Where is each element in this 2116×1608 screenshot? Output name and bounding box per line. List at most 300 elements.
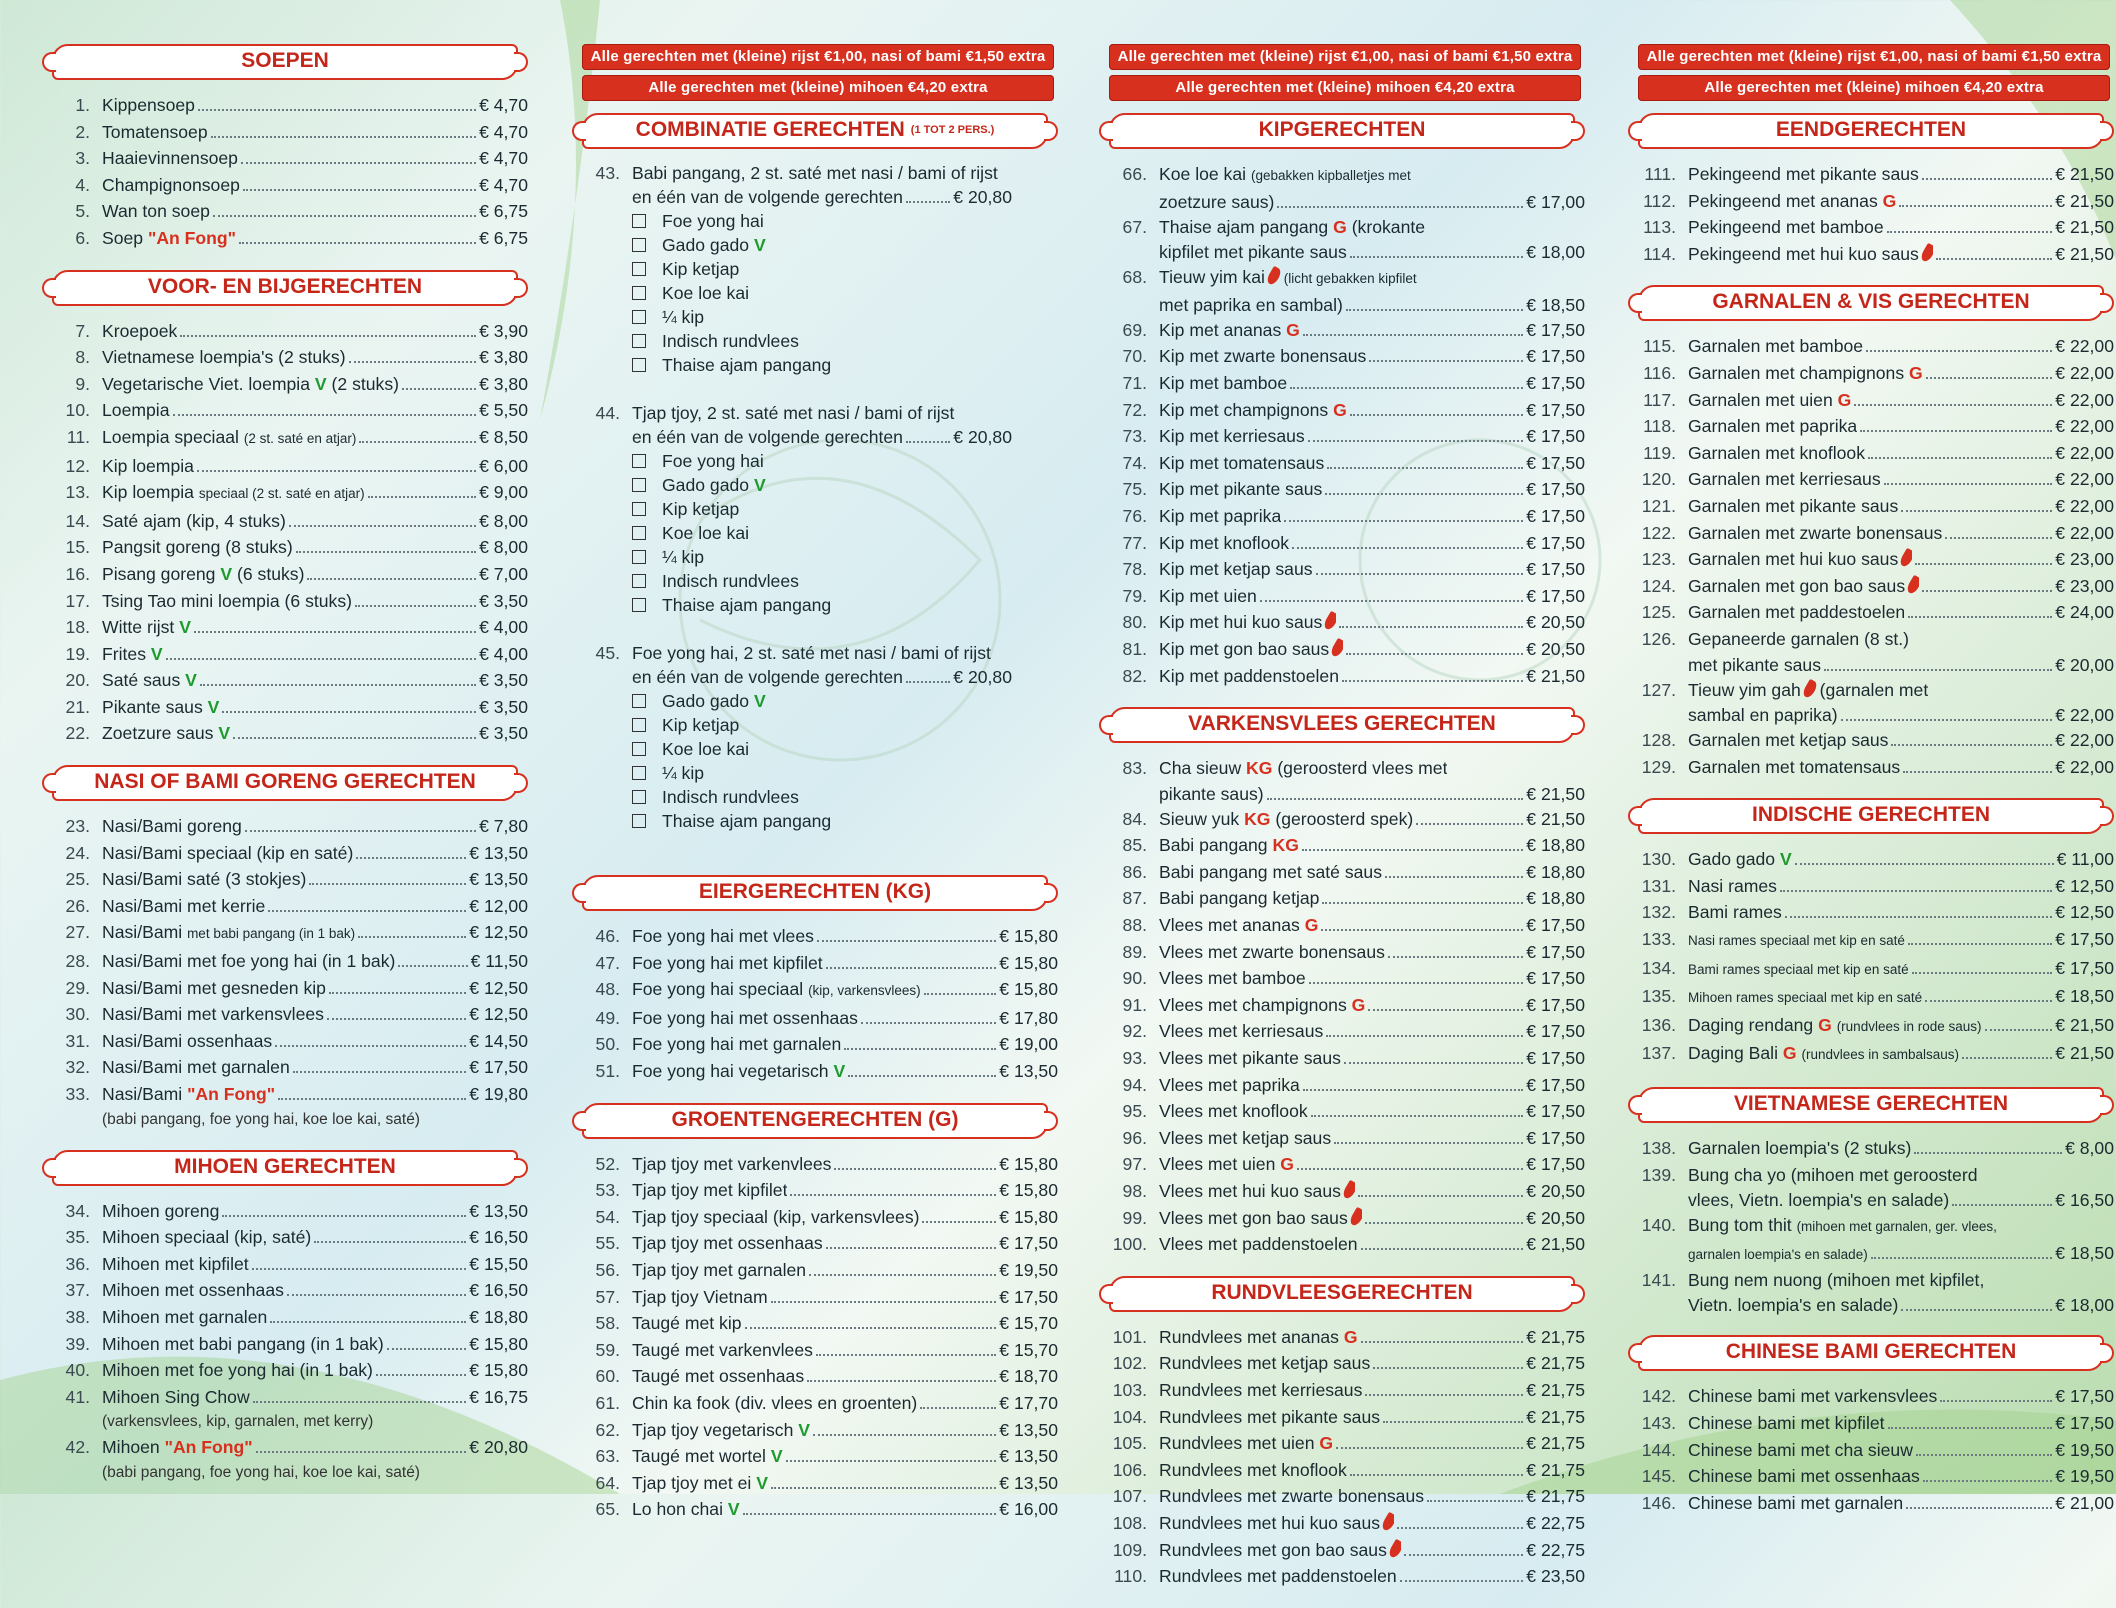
item-name: [1688, 466, 1881, 493]
item-name-text: Champignonsoep: [102, 174, 240, 195]
item-name-text: Foe yong hai met ossenhaas: [632, 1007, 858, 1028]
spicy-level-mark: G: [1304, 915, 1319, 936]
item-name-continued: zoetzure saus): [1159, 191, 1275, 212]
item-name-text: Kippensoep: [102, 95, 195, 115]
dot-leader: [1350, 414, 1524, 416]
item-name-text: Rundvlees met kerriesaus: [1159, 1379, 1363, 1400]
item-price: € 13,50: [469, 869, 528, 890]
dot-leader: [278, 1098, 466, 1100]
item-name-detail: (kip, varkensvlees): [808, 983, 921, 999]
section-title: [52, 1150, 518, 1186]
item-name-text: Rundvlees met hui kuo saus: [1159, 1512, 1381, 1533]
dot-leader: [809, 1274, 996, 1276]
dot-leader: [1358, 1195, 1523, 1197]
item-number: 136.: [1641, 1014, 1676, 1035]
item-price: € 17,50: [999, 1233, 1058, 1254]
item-number: 87.: [1122, 888, 1147, 909]
dot-leader: [1342, 680, 1523, 682]
item-number: 57.: [595, 1286, 620, 1307]
item-name: [102, 1304, 267, 1331]
item-name: [102, 225, 236, 252]
item-number: 101.: [1112, 1326, 1147, 1347]
item-name: [102, 1081, 275, 1108]
spacer: [578, 617, 1058, 641]
item-name-text: Vlees met zwarte bonensaus: [1159, 941, 1385, 962]
menu-item: [48, 1081, 528, 1108]
item-name-text: Mihoen speciaal (kip, saté): [102, 1227, 312, 1248]
item-price: € 4,70: [479, 95, 528, 115]
item-name-text: Rundvlees met ketjap saus: [1159, 1353, 1371, 1374]
item-price: € 17,50: [1526, 532, 1585, 553]
item-price: € 18,50: [2055, 1242, 2114, 1263]
item-name: [1159, 885, 1319, 912]
item-number: 27.: [65, 922, 90, 943]
dot-leader: [816, 1354, 996, 1356]
dot-leader: [1891, 744, 2052, 746]
item-number: 146.: [1641, 1492, 1676, 1513]
item-name-detail: (licht gebakken kipfilet: [1283, 271, 1417, 287]
item-number: 1.: [75, 95, 90, 115]
dot-leader: [1334, 1142, 1523, 1144]
item-price: € 19,50: [2055, 1466, 2114, 1487]
dot-leader: [349, 361, 476, 363]
vegetarian-mark: V: [756, 1472, 768, 1493]
item-number: 115.: [1643, 336, 1676, 357]
item-number: 113.: [1643, 217, 1676, 238]
dot-leader: [293, 1071, 467, 1073]
item-price: € 9,00: [479, 482, 528, 503]
dot-leader: [1400, 1580, 1524, 1582]
item-name: [102, 1001, 324, 1028]
item-price: € 17,50: [1526, 426, 1585, 447]
item-price: € 15,80: [999, 1153, 1058, 1174]
combo-option-label: ¼ kip: [662, 547, 705, 567]
menu-item-continued: [1634, 1241, 2114, 1267]
item-name-text: Rundvlees met ananas: [1159, 1326, 1339, 1347]
item-name-text: Mihoen met kipfilet: [102, 1253, 249, 1274]
menu-item: [1105, 1537, 1585, 1564]
item-name: [632, 1443, 783, 1470]
combo-option-label: Indisch rundvlees: [662, 787, 799, 807]
item-name-text: Bami rames: [1688, 902, 1782, 923]
item-name: [102, 453, 194, 480]
combo-option: [578, 449, 1058, 473]
item-name: [1688, 955, 1909, 984]
combo-option: [578, 737, 1058, 761]
item-name-text: Taugé met kip: [632, 1313, 742, 1334]
section-title: [52, 44, 518, 80]
item-name-text: Pekingeend met ananas: [1688, 190, 1878, 211]
item-price: € 17,50: [1526, 505, 1585, 526]
item-name: [102, 840, 353, 867]
dot-leader: [906, 201, 950, 203]
item-price: € 17,50: [2055, 1386, 2114, 1407]
spicy-level-mark: G: [1319, 1433, 1334, 1454]
spicy-level-mark: G: [1909, 362, 1923, 383]
combo-option-label: Indisch rundvlees: [662, 331, 799, 351]
chili-pepper-icon: [1898, 548, 1912, 569]
dot-leader: [275, 1045, 466, 1047]
menu-item: [48, 720, 528, 747]
item-price: € 12,50: [2055, 902, 2114, 923]
dot-leader: [355, 605, 476, 607]
menu-item: [1105, 663, 1585, 690]
dot-leader: [173, 414, 477, 416]
item-name: [1159, 832, 1299, 859]
menu-item-continued: [1105, 293, 1585, 317]
item-name-text: Kip met zwarte bonensaus: [1159, 346, 1367, 367]
item-name-text: Vlees met champignons: [1159, 994, 1347, 1015]
item-name-text: Pikante saus: [102, 696, 203, 717]
dot-leader: [256, 1451, 467, 1453]
menu-item: [1105, 832, 1585, 859]
item-number: 84.: [1122, 808, 1147, 829]
item-name-text: Vlees met gon bao saus: [1159, 1207, 1348, 1228]
item-name-text: Rundvlees met gon bao saus: [1159, 1539, 1387, 1560]
item-number: 78.: [1122, 559, 1147, 580]
item-name: [632, 1470, 768, 1497]
menu-item: [48, 1384, 528, 1411]
item-name: [1159, 1430, 1333, 1457]
section-title: [582, 113, 1048, 149]
item-name-continued: vlees, Vietn. loempia's en salade): [1688, 1190, 1950, 1211]
item-number: 102.: [1112, 1353, 1147, 1374]
item-number: 39.: [65, 1333, 90, 1354]
item-price: € 20,50: [1526, 612, 1585, 633]
combo-option: [578, 257, 1058, 281]
item-name: [1688, 1267, 1984, 1294]
item-price: € 17,50: [1526, 968, 1585, 989]
item-number: 4.: [75, 174, 90, 195]
spicy-level-mark: G: [1286, 319, 1300, 340]
item-name: [1159, 806, 1413, 833]
dot-leader: [1841, 719, 2053, 721]
item-name-text: Wan ton soep: [102, 201, 210, 222]
section-kipgerechten: [1105, 113, 1585, 689]
combo-option: [578, 281, 1058, 305]
kg-mark: KG: [1244, 808, 1271, 829]
item-name: [102, 813, 242, 840]
dot-leader: [1914, 1152, 2062, 1154]
menu-item: [48, 813, 528, 840]
item-number: 22.: [65, 723, 90, 744]
combo-option-label: Gado gado: [662, 691, 750, 711]
item-name: [632, 1284, 768, 1311]
menu-item: [48, 667, 528, 694]
item-number: 2.: [75, 121, 90, 142]
item-name: [102, 1224, 311, 1251]
item-name: [1159, 939, 1385, 966]
dot-leader: [786, 1460, 997, 1462]
item-name: [1159, 161, 1411, 190]
menu-item: [48, 508, 528, 535]
item-name-text: Nasi/Bami met foe yong hai (in 1 bak): [102, 951, 396, 972]
item-name-text: Nasi rames: [1688, 875, 1777, 896]
section-title: [1638, 1087, 2104, 1123]
item-name: [1159, 1563, 1397, 1590]
item-price: € 20,80: [953, 427, 1012, 447]
item-name: [102, 479, 365, 508]
item-number: 107.: [1112, 1486, 1147, 1507]
menu-item: [1105, 1350, 1585, 1377]
item-number: 58.: [595, 1313, 620, 1334]
menu-item: [1634, 1410, 2114, 1437]
dot-leader: [1373, 1367, 1523, 1369]
section-mihoen: [48, 1150, 528, 1485]
item-name-extra: (garnalen met: [1819, 679, 1929, 700]
menu-item: [1105, 885, 1585, 912]
item-price: € 18,50: [2055, 986, 2114, 1007]
item-number: 145.: [1641, 1466, 1676, 1487]
menu-item: [578, 1151, 1058, 1178]
item-price: € 21,50: [2055, 1043, 2114, 1064]
dot-leader: [1962, 1057, 2052, 1059]
item-name: [1159, 423, 1305, 450]
menu-item: [1105, 370, 1585, 397]
item-name-text: Loempia: [102, 400, 170, 421]
item-number: 32.: [65, 1057, 90, 1078]
dot-leader: [834, 1168, 996, 1170]
item-name-text: Garnalen met bamboe: [1688, 336, 1864, 357]
vegetarian-mark: V: [1779, 849, 1792, 870]
dot-leader: [1912, 972, 2053, 974]
item-number: 95.: [1122, 1101, 1147, 1122]
item-name: [632, 1337, 813, 1364]
menu-item: [1634, 387, 2114, 414]
item-name: [102, 534, 293, 561]
menu-item: [48, 641, 528, 668]
item-number: 8.: [75, 347, 90, 368]
dot-leader: [307, 578, 476, 580]
menu-item: [1634, 926, 2114, 955]
dot-leader: [358, 936, 466, 938]
item-number: 100.: [1112, 1234, 1147, 1255]
item-number: 108.: [1112, 1512, 1147, 1533]
menu-item: [1105, 264, 1585, 293]
item-number: 64.: [595, 1472, 620, 1493]
item-name: [1159, 343, 1366, 370]
combo-option: [578, 353, 1058, 377]
dot-leader: [1906, 1507, 2052, 1509]
combo-option-label: Foe yong hai: [662, 451, 764, 471]
dot-leader: [1303, 334, 1523, 336]
item-number: 135.: [1641, 986, 1676, 1007]
item-price: € 18,50: [1526, 294, 1585, 315]
menu-item: [578, 1031, 1058, 1058]
spacer: [578, 833, 1058, 857]
menu-item: [1634, 983, 2114, 1012]
dot-leader: [1267, 798, 1524, 800]
item-name: [102, 919, 355, 948]
item-name: [1159, 583, 1257, 610]
dot-leader: [1346, 653, 1523, 655]
item-name-text: Rundvlees met knoflook: [1159, 1459, 1347, 1480]
dot-leader: [296, 551, 476, 553]
menu-item: [1634, 1040, 2114, 1069]
item-name-text: Garnalen met ketjap saus: [1688, 730, 1889, 751]
section-chinese-bami: [1634, 1335, 2114, 1516]
item-name: [102, 694, 219, 721]
item-name-text: Tjap tjoy met kipfilet: [632, 1180, 788, 1201]
section-title-text: CHINESE BAMI GERECHTEN: [1725, 1340, 2017, 1364]
combo-line-2: en één van de volgende gerechten: [632, 187, 903, 207]
item-number: 36.: [65, 1253, 90, 1274]
section-title-text: VOOR- EN BIJGERECHTEN: [147, 274, 423, 298]
combo-option-label: Kip ketjap: [662, 715, 740, 735]
dot-leader: [844, 1048, 996, 1050]
item-number: 45.: [595, 643, 620, 663]
dot-leader: [1383, 1421, 1523, 1423]
chili-pepper-icon: [1801, 678, 1819, 699]
section-eendgerechten: [1634, 113, 2114, 267]
section-title: [52, 270, 518, 306]
item-name: [632, 923, 814, 950]
menu-item: [578, 1496, 1058, 1523]
item-name-text: Nasi/Bami met garnalen: [102, 1057, 290, 1078]
item-name-text: Vegetarische Viet. loempia: [102, 373, 310, 394]
combo-option-label: ¼ kip: [662, 307, 705, 327]
dot-leader: [253, 1401, 467, 1403]
menu-item: [1105, 912, 1585, 939]
item-price: € 15,80: [999, 926, 1058, 946]
dot-leader: [233, 737, 476, 739]
combo-option: [578, 545, 1058, 569]
vegetarian-mark: V: [749, 235, 766, 255]
combo-line-2-row: [578, 665, 1012, 689]
item-price: € 21,75: [1526, 1486, 1585, 1507]
item-name: [102, 1054, 290, 1081]
item-name: [1688, 599, 1905, 626]
item-number: 116.: [1643, 362, 1676, 383]
item-price: € 18,80: [1526, 861, 1585, 882]
section-groentengerechten: [578, 1103, 1058, 1523]
item-number: 26.: [65, 895, 90, 916]
dot-leader: [1361, 1341, 1524, 1343]
dot-leader: [848, 1075, 996, 1077]
menu-item: [48, 694, 528, 721]
item-price: € 11,00: [2056, 849, 2114, 870]
item-price: € 22,00: [2055, 495, 2114, 516]
item-name-text: Chinese bami met garnalen: [1688, 1492, 1904, 1513]
item-price: € 13,50: [999, 1472, 1058, 1493]
item-name-text: Vlees met knoflook: [1159, 1101, 1308, 1122]
item-price: € 19,00: [999, 1034, 1058, 1055]
combo-option: [578, 761, 1058, 785]
item-price: € 17,50: [469, 1057, 528, 1078]
item-name: [102, 667, 197, 694]
item-name: [102, 893, 265, 920]
item-name: [1688, 846, 1792, 873]
item-name-text: Kip met kerriesaus: [1159, 426, 1305, 447]
item-number: 141.: [1641, 1269, 1676, 1290]
menu-item: [48, 1224, 528, 1251]
dot-leader: [180, 335, 476, 337]
menu-item: [48, 975, 528, 1002]
item-name-continued: kipfilet met pikante saus: [1159, 242, 1347, 263]
item-name: [102, 424, 356, 453]
dot-leader: [1945, 537, 2052, 539]
menu-item: [578, 1058, 1058, 1085]
extra-notice: [582, 44, 1054, 101]
menu-item: [1634, 413, 2114, 440]
item-price: € 15,80: [999, 1206, 1058, 1227]
item-number: 17.: [65, 590, 90, 611]
item-number: 124.: [1641, 575, 1676, 596]
item-name-text: Kip met champignons: [1159, 399, 1329, 420]
combo-option: [578, 809, 1058, 833]
vegetarian-mark: V: [833, 1060, 846, 1081]
section-eiergerechten: [578, 875, 1058, 1085]
item-name-text: Loempia speciaal: [102, 426, 239, 447]
item-price: € 21,50: [1526, 665, 1585, 686]
dot-leader: [1780, 890, 2052, 892]
item-name-text: Lo hon chai: [632, 1499, 723, 1520]
vegetarian-mark: V: [727, 1499, 740, 1520]
item-name-extra: (geroosterd vlees met: [1277, 758, 1448, 779]
item-name-text: Mihoen met foe yong hai (in 1 bak): [102, 1360, 373, 1381]
item-price: € 21,50: [2055, 243, 2114, 264]
item-price: € 23,00: [2055, 575, 2114, 596]
dot-leader: [1427, 1500, 1523, 1502]
dot-leader: [1922, 590, 2052, 592]
item-price: € 3,50: [479, 696, 528, 717]
item-price: € 4,00: [479, 643, 528, 664]
item-name: [1159, 1151, 1294, 1178]
menu-item: [1105, 1404, 1585, 1431]
item-name: [1159, 214, 1425, 241]
menu-item: [1634, 546, 2114, 573]
menu-item: [1105, 992, 1585, 1019]
item-name-text: Kip met tomatensaus: [1159, 452, 1325, 473]
item-name: [1688, 573, 1919, 600]
item-name: [102, 397, 170, 424]
item-price: € 3,50: [479, 590, 528, 611]
menu-item: [1634, 873, 2114, 900]
item-name-text: Mihoen met garnalen: [102, 1306, 268, 1327]
menu-item: [578, 950, 1058, 977]
item-price: € 22,00: [2055, 442, 2114, 463]
item-name-detail: (rundvlees in rode saus): [1836, 1018, 1982, 1034]
item-price: € 8,00: [479, 537, 528, 558]
combo-option: [578, 713, 1058, 737]
item-name: [102, 975, 326, 1002]
item-name: [1159, 397, 1347, 424]
menu-item: [1634, 1267, 2114, 1294]
item-name-text: Bung tom thit: [1688, 1215, 1792, 1236]
menu-item: [1105, 1205, 1585, 1232]
menu-item: [1105, 806, 1585, 833]
menu-item: [48, 561, 528, 588]
chili-pepper-icon: [1265, 266, 1283, 287]
dot-leader: [1365, 1222, 1524, 1224]
item-price: € 8,00: [2065, 1138, 2114, 1159]
item-price: € 14,50: [469, 1030, 528, 1051]
item-name: [1159, 1510, 1394, 1537]
menu-item: [1105, 609, 1585, 636]
item-price: € 15,70: [999, 1339, 1058, 1360]
item-name: [102, 198, 210, 225]
menu-item: [48, 1357, 528, 1384]
item-price: € 21,75: [1526, 1406, 1585, 1427]
item-name: [1688, 1135, 1911, 1162]
section-title-text: NASI OF BAMI GORENG GERECHTEN: [94, 770, 476, 794]
item-name: [1159, 1537, 1401, 1564]
item-name: [1159, 609, 1336, 636]
item-number: 137.: [1641, 1043, 1676, 1064]
item-price: € 3,80: [479, 347, 528, 368]
dot-leader: [1350, 1474, 1524, 1476]
menu-item-continued: [1105, 190, 1585, 214]
